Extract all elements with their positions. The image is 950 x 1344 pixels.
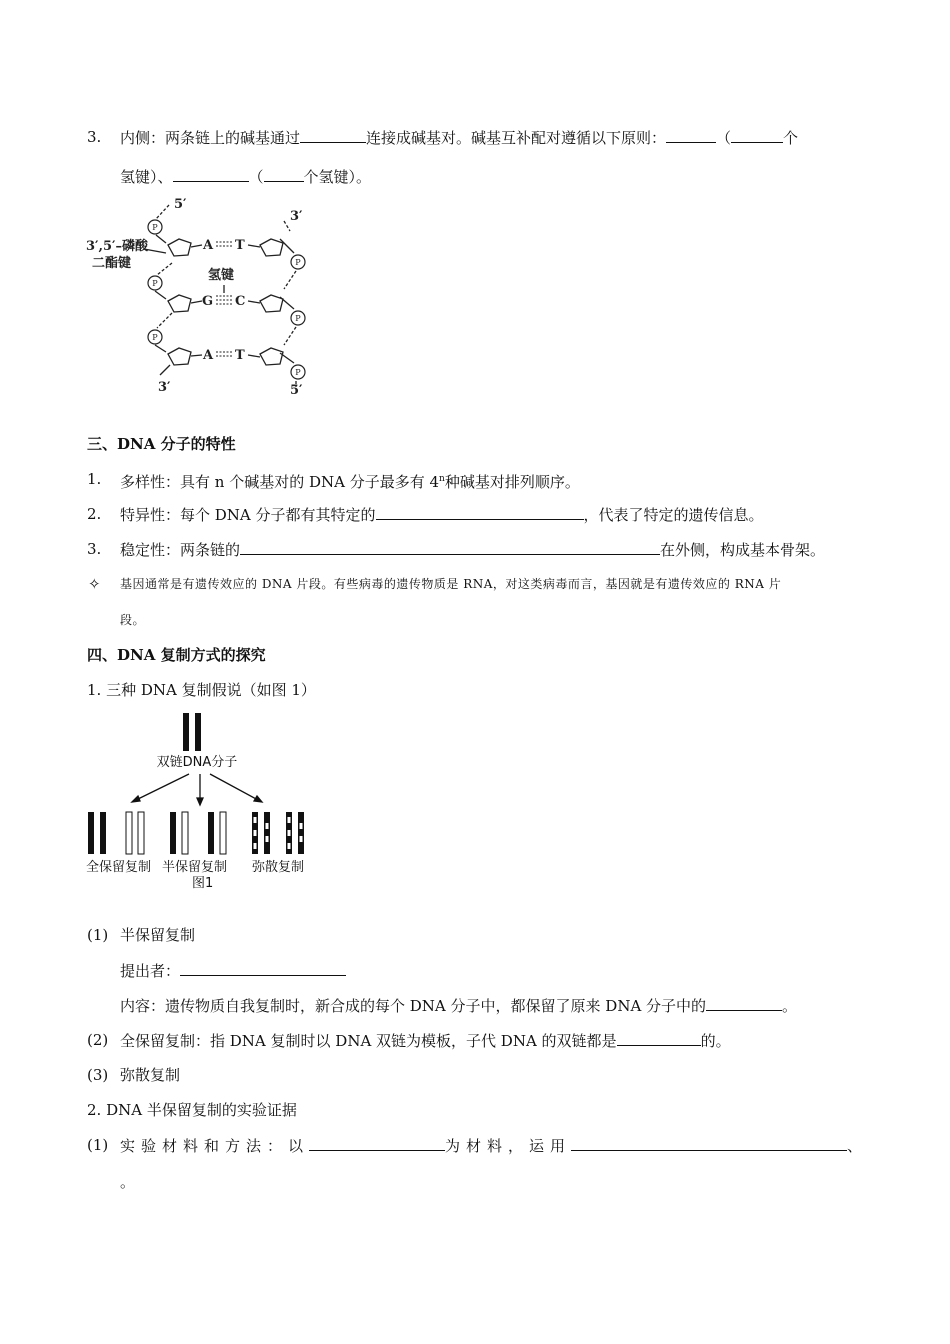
- base-link: [248, 245, 260, 247]
- backbone-link: [284, 271, 296, 289]
- content-line: [120, 995, 797, 1016]
- parent-label: 双链DNA分子: [156, 755, 238, 770]
- label-3prime-bottom: 3′: [158, 380, 171, 395]
- note-line-1: 基因通常是有遗传效应的 DNA 片段。有些病毒的遗传物质是 RNA，对这类病毒而言，基因就是有遗传效应的 RNA 片: [120, 577, 782, 591]
- base-left: A: [203, 348, 214, 363]
- phosphate-label: P: [152, 333, 158, 342]
- new-strand: [138, 812, 144, 854]
- proposer-line: [120, 960, 346, 981]
- subsection-heading: 2. DNA 半保留复制的实验证据: [87, 1101, 297, 1119]
- text: 连接成碱基对。碱基互补配对遵循以下原则：: [366, 129, 667, 147]
- label-5prime-bottom: 5′: [290, 383, 303, 398]
- fill-blank[interactable]: [731, 127, 783, 143]
- arrow-right: [210, 774, 258, 800]
- dispersive-title: 弥散复制: [120, 1066, 181, 1084]
- superscript: n: [439, 474, 445, 484]
- fill-blank[interactable]: [706, 995, 782, 1011]
- old-strand: [100, 812, 106, 854]
- diversity-line: [120, 469, 580, 492]
- base-left: G: [202, 294, 214, 309]
- text: 在外侧，构成基本骨架。: [660, 541, 826, 559]
- sugar-pentagon: [260, 348, 283, 365]
- base-right: T: [235, 348, 245, 363]
- fill-blank[interactable]: [173, 166, 249, 182]
- fill-blank[interactable]: [240, 539, 660, 555]
- section-heading: 三、DNA 分子的特性: [87, 435, 236, 453]
- item-number: 2.: [87, 505, 102, 523]
- fill-blank[interactable]: [264, 166, 304, 182]
- phosphate-label: P: [152, 223, 158, 232]
- phosphate-label: P: [295, 314, 301, 323]
- fill-blank[interactable]: [376, 504, 584, 520]
- label-phosphodiester: 3′,5′–磷酸: [86, 239, 148, 254]
- fill-blank[interactable]: [617, 1030, 701, 1046]
- parent-strand: [183, 713, 189, 751]
- base-right: C: [235, 294, 246, 309]
- phosphate-label: P: [152, 279, 158, 288]
- base-right: T: [235, 238, 245, 253]
- backbone-link: [156, 235, 166, 243]
- section-heading: 四、DNA 复制方式的探究: [87, 646, 266, 664]
- replication-hypotheses-figure: [84, 708, 314, 893]
- backbone-link: [160, 365, 170, 375]
- item-number: 3.: [87, 128, 102, 146]
- parent-strand: [195, 713, 201, 751]
- label-3prime-top: 3′: [290, 209, 303, 224]
- stability-line: [120, 539, 825, 560]
- text: 内侧：两条链上的碱基通过: [120, 129, 301, 147]
- label-dispersive: 弥散复制: [252, 860, 305, 875]
- text: 提出者：: [120, 962, 181, 980]
- fill-blank[interactable]: [666, 127, 716, 143]
- arrow-left: [136, 774, 189, 800]
- arrowhead: [197, 798, 203, 805]
- backbone-link: [157, 263, 172, 275]
- text: 。: [782, 997, 798, 1015]
- label-conservative: 全保留复制: [86, 860, 152, 875]
- item3-line1: [120, 127, 798, 148]
- text: 特异性：每个 DNA 分子都有其特定的: [120, 506, 376, 524]
- text: （: [716, 129, 732, 147]
- label-phosphodiester-2: 二酯键: [92, 256, 132, 271]
- arrowhead: [254, 796, 262, 802]
- text: 个: [783, 129, 799, 147]
- sugar-pentagon: [260, 295, 283, 312]
- new-strand: [220, 812, 226, 854]
- item-number: (2): [87, 1031, 109, 1049]
- arrowhead: [132, 796, 140, 802]
- semi-conservative-title: 半保留复制: [120, 926, 196, 944]
- label-5prime-top: 5′: [174, 197, 187, 212]
- phosphate-label: P: [295, 258, 301, 267]
- old-strand: [170, 812, 176, 854]
- text: （: [248, 168, 264, 186]
- old-strand: [88, 812, 94, 854]
- note-icon: ✧: [88, 575, 101, 593]
- text: ，代表了特定的遗传信息。: [583, 506, 764, 524]
- text: 内容：遗传物质自我复制时，新合成的每个 DNA 分子中，都保留了原来 DNA 分子中的: [120, 997, 707, 1015]
- item-number: (1): [87, 1136, 109, 1154]
- label-semi-conservative: 半保留复制: [162, 860, 228, 875]
- text: 氢键）、: [120, 168, 173, 186]
- new-strand: [182, 812, 188, 854]
- hydrogen-bond-lines: [216, 242, 232, 356]
- item-number: 3.: [87, 540, 102, 558]
- base-link: [191, 301, 202, 303]
- phosphate-label: P: [295, 368, 301, 377]
- dna-structure-diagram: [84, 195, 324, 400]
- sugar-pentagon: [168, 295, 191, 312]
- base-left: A: [203, 238, 214, 253]
- sugar-pentagon: [168, 348, 191, 365]
- backbone-link: [156, 205, 169, 219]
- text: 实验材料和方法：以: [120, 1137, 310, 1155]
- text: 为材料，运用: [445, 1137, 572, 1155]
- specificity-line: [120, 504, 764, 525]
- subsection-heading: 1. 三种 DNA 复制假说（如图 1）: [87, 681, 316, 699]
- backbone-link: [155, 345, 166, 352]
- text: 稳定性：两条链的: [120, 541, 241, 559]
- fill-blank[interactable]: [571, 1135, 847, 1151]
- item3-line2: [120, 166, 371, 187]
- sugar-pentagon: [260, 239, 283, 256]
- text: 全保留复制：指 DNA 复制时以 DNA 双链为模板，子代 DNA 的双链都是: [120, 1032, 617, 1050]
- backbone-link: [155, 291, 166, 299]
- base-link: [191, 355, 202, 356]
- note-line-2: 段。: [120, 613, 146, 627]
- text: 个氢键）。: [303, 168, 372, 186]
- label-hydrogen-bond: 氢键: [208, 268, 235, 283]
- item-number: 1.: [87, 470, 102, 488]
- experiment-line: [120, 1135, 862, 1156]
- figure-caption: 图1: [192, 876, 214, 891]
- sugar-pentagon: [168, 239, 191, 256]
- text: 的。: [700, 1032, 731, 1050]
- base-link: [248, 301, 260, 303]
- backbone-link: [157, 313, 172, 328]
- fill-blank[interactable]: [309, 1135, 445, 1151]
- old-strand: [208, 812, 214, 854]
- base-link: [191, 245, 202, 247]
- item-number: (3): [87, 1066, 109, 1084]
- text: 、: [847, 1137, 863, 1155]
- text: 多样性：具有 n 个碱基对的 DNA 分子最多有 4: [120, 473, 440, 491]
- experiment-line-2: 。: [120, 1173, 136, 1191]
- fill-blank[interactable]: [300, 127, 366, 143]
- text: 种碱基对排列顺序。: [444, 473, 580, 491]
- base-link: [248, 355, 260, 357]
- fill-blank[interactable]: [180, 960, 346, 976]
- item-number: (1): [87, 926, 109, 944]
- new-strand: [126, 812, 132, 854]
- backbone-link: [284, 327, 296, 345]
- conservative-line: [120, 1030, 731, 1051]
- dispersive-strands: [252, 812, 304, 854]
